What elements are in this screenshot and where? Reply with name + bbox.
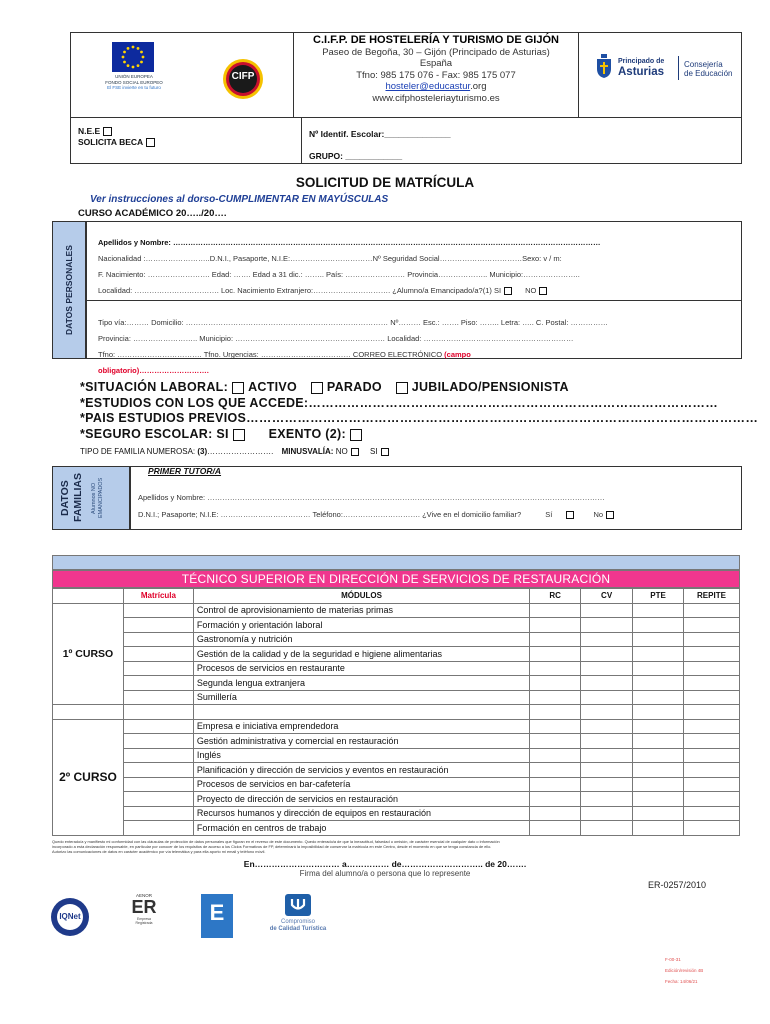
module-name: Inglés	[193, 748, 529, 763]
table-row	[53, 676, 740, 691]
educacion: de Educación	[684, 69, 733, 78]
vive-no-checkbox[interactable]	[606, 511, 614, 519]
spacer-cell	[193, 705, 529, 720]
telefono-text[interactable]: Tfno: ……………………………. Tfno. Urgencias: ……………………………… CORREO ELECTRÓNICO	[98, 350, 443, 359]
familia-numerosa-row	[80, 447, 392, 456]
table-row	[53, 806, 740, 821]
spacer-cell	[683, 705, 739, 720]
legal-line: Quedo enterado/a y manifiesto mi conformidad con las cláusulas de protección de datos personales que figuran en el reverso de este documento. Quedo enterado/a de que la inexactitud, falsedad u omisión, de carácter esencial de cualquier dato o información	[52, 839, 500, 844]
repite-cell[interactable]	[683, 661, 739, 676]
eu-caption-line: El FSE invierte en tu futuro	[107, 85, 161, 90]
matricula-cell[interactable]	[123, 719, 193, 734]
module-name: Empresa e iniciativa emprendedora	[193, 719, 529, 734]
spacer-cell	[530, 705, 581, 720]
rc-cell[interactable]	[530, 690, 581, 705]
minusvalia-no-label: NO	[335, 447, 348, 456]
tutor-apellidos-field[interactable]: Apellidos y Nombre: ……………………………………………………………………………………………………………………………………………	[138, 493, 605, 502]
table-row	[53, 690, 740, 705]
situacion-row	[80, 380, 569, 394]
asturias-divider	[678, 56, 679, 80]
familia-numerosa-label: TIPO DE FAMILIA NUMEROSA:	[80, 447, 196, 456]
repite-cell[interactable]	[683, 719, 739, 734]
compromiso-logo-icon	[285, 894, 311, 916]
emancipado-si-checkbox[interactable]	[504, 287, 512, 295]
rc-cell[interactable]	[530, 806, 581, 821]
spacer-cell	[53, 705, 124, 720]
cv-cell[interactable]	[581, 647, 633, 662]
personal-side-bar	[52, 221, 86, 359]
er-code: ER-0257/2010	[648, 880, 707, 890]
minusvalia-label: MINUSVALÍA:	[281, 447, 334, 456]
matricula-cell[interactable]	[123, 734, 193, 749]
pte-cell[interactable]	[633, 690, 684, 705]
pte-cell[interactable]	[633, 734, 684, 749]
repite-cell[interactable]	[683, 618, 739, 633]
provincia-row[interactable]: Provincia: …………………….. Municipio: …………………………………………………… Localidad: ……………………………………………………	[98, 334, 574, 343]
module-name: Sumillería	[193, 690, 529, 705]
matricula-cell[interactable]	[123, 690, 193, 705]
matricula-cell[interactable]	[123, 821, 193, 836]
matricula-cell[interactable]	[123, 618, 193, 633]
school-info	[294, 35, 578, 104]
tutor-dni-field[interactable]: D.N.I.; Pasaporte; N.I.E: ……………………………… Teléfono:…………………………. ¿Vive en el domicilio familiar?	[138, 510, 522, 519]
table-row	[53, 734, 740, 749]
table-row	[53, 821, 740, 836]
repite-cell[interactable]	[683, 734, 739, 749]
cv-cell[interactable]	[581, 748, 633, 763]
jubilado-checkbox[interactable]	[396, 382, 408, 394]
instructions: Ver instrucciones al dorso-CUMPLIMENTAR EN MAYÚSCULAS	[90, 194, 389, 205]
spacer-cell	[633, 705, 684, 720]
asturias-crest-icon	[596, 54, 612, 78]
cv-header: CV	[581, 589, 633, 604]
beca-label: SOLICITA BECA	[78, 137, 144, 147]
table-row	[53, 763, 740, 778]
repite-cell[interactable]	[683, 792, 739, 807]
consejeria: Consejería	[684, 60, 723, 69]
parado-checkbox[interactable]	[311, 382, 323, 394]
pte-cell[interactable]	[633, 603, 684, 618]
stamp-line: Fecha: 14/06/21	[665, 979, 698, 984]
repite-cell[interactable]	[683, 690, 739, 705]
rc-cell[interactable]	[530, 618, 581, 633]
pte-cell[interactable]	[633, 618, 684, 633]
asturias-big: Asturias	[618, 66, 665, 78]
id-box	[70, 118, 742, 164]
cv-cell[interactable]	[581, 661, 633, 676]
module-name: Segunda lengua extranjera	[193, 676, 529, 691]
repite-cell[interactable]	[683, 603, 739, 618]
repite-cell[interactable]	[683, 806, 739, 821]
grupo-field[interactable]: GRUPO: ____________	[309, 151, 403, 161]
aenor-text: AENOR	[135, 893, 152, 898]
matricula-cell[interactable]	[123, 806, 193, 821]
beca-checkbox[interactable]	[146, 138, 155, 147]
date-line[interactable]: En………………………… a…………… de……………………….. de 20…….	[243, 859, 527, 869]
familia-side-label: DATOS FAMILIAS	[59, 473, 84, 523]
cv-cell[interactable]	[581, 603, 633, 618]
vive-si-checkbox[interactable]	[566, 511, 574, 519]
eu-caption	[96, 74, 172, 91]
document-stamp	[665, 954, 703, 987]
module-name: Control de aprovisionamiento de materias primas	[193, 603, 529, 618]
modulos-header: MÓDULOS	[193, 589, 529, 604]
form-title: SOLICITUD DE MATRÍCULA	[295, 175, 475, 190]
minusvalia-si-checkbox[interactable]	[381, 448, 389, 456]
compromiso-line: Compromiso	[280, 919, 315, 925]
rc-cell[interactable]	[530, 792, 581, 807]
module-name: Procesos de servicios en restaurante	[193, 661, 529, 676]
apellidos-field[interactable]: Apellidos y Nombre: ………………………………………………………………………………………………………………………………………………………	[98, 238, 601, 247]
table-header-row	[53, 589, 740, 604]
module-name: Gastronomía y nutrición	[193, 632, 529, 647]
spacer-cell	[123, 705, 193, 720]
rc-cell[interactable]	[530, 632, 581, 647]
obligatorio-text: obligatorio)……………………….	[98, 366, 209, 375]
cycle-blue-bar	[52, 555, 740, 570]
module-name: Gestión de la calidad y de la seguridad e higiene alimentarias	[193, 647, 529, 662]
modules-table	[52, 588, 740, 836]
cycle-title: TÉCNICO SUPERIOR EN DIRECCIÓN DE SERVICIOS DE RESTAURACIÓN	[181, 572, 611, 586]
stamp-line: F-00-31	[665, 957, 681, 962]
iqnet-text: IQNet	[59, 912, 81, 921]
cv-cell[interactable]	[581, 777, 633, 792]
rc-cell[interactable]	[530, 647, 581, 662]
header-right-divider	[578, 32, 579, 118]
e-logo-letter: E	[209, 900, 225, 925]
repite-cell[interactable]	[683, 821, 739, 836]
matricula-cell[interactable]	[123, 777, 193, 792]
table-row	[53, 647, 740, 662]
pte-header: PTE	[633, 589, 684, 604]
emancipado-no-checkbox[interactable]	[539, 287, 547, 295]
module-name: Recursos humanos y dirección de equipos en restauración	[193, 806, 529, 821]
iqnet-logo-icon	[50, 897, 90, 937]
module-name: Gestión administrativa y comercial en restauración	[193, 734, 529, 749]
vive-no-label: No	[593, 510, 604, 519]
tutor-dni-row	[138, 510, 617, 519]
cv-cell[interactable]	[581, 632, 633, 647]
table-row	[53, 603, 740, 618]
school-email-suffix: .org	[470, 81, 487, 92]
activo-label: ACTIVO	[248, 380, 298, 394]
familia-numerosa-ref: (3)	[197, 447, 208, 456]
telefono-row	[98, 350, 471, 359]
activo-checkbox[interactable]	[232, 382, 244, 394]
localidad-text[interactable]: Localidad: ……………………………. Loc. Nacimiento Extranjero:…………………………. ¿Alumno/a Emancipado/a?(1) SI	[98, 286, 502, 295]
nee-label: N.E.E	[78, 126, 101, 136]
rc-cell[interactable]	[530, 763, 581, 778]
domicilio-row[interactable]: Tipo vía:……… Domicilio: ……………………………………………………………………… Nº……… Esc.: ……. Piso: …….. Letra: ….. C. Postal: ……………	[98, 318, 609, 327]
consejeria-text	[684, 60, 732, 78]
table-spacer-row	[53, 705, 740, 720]
aenor-logo	[131, 893, 157, 937]
familia-numerosa-field[interactable]: …………………….	[207, 447, 274, 456]
rc-cell[interactable]	[530, 661, 581, 676]
compromiso-text	[268, 919, 328, 933]
cv-cell[interactable]	[581, 734, 633, 749]
rc-cell[interactable]	[530, 777, 581, 792]
asturias-logo-text	[618, 57, 664, 77]
eu-caption-line: FONDO SOCIAL EUROPEO	[105, 79, 163, 85]
curso-academico: CURSO ACADÉMICO 20…../20….	[78, 208, 227, 219]
localidad-row	[98, 286, 550, 295]
table-row	[53, 661, 740, 676]
pais-field[interactable]: *PAIS ESTUDIOS PREVIOS…………………………………………………………………………………………………………	[80, 411, 759, 425]
module-name: Formación en centros de trabajo	[193, 821, 529, 836]
cv-cell[interactable]	[581, 792, 633, 807]
pte-cell[interactable]	[633, 719, 684, 734]
firma-label: Firma del alumno/a o persona que lo represente	[299, 869, 471, 878]
rc-cell[interactable]	[530, 676, 581, 691]
matricula-cell[interactable]	[123, 676, 193, 691]
spacer-cell	[581, 705, 633, 720]
legal-line: incorporado a esta declaración responsable, en particular por conocer de los requisitos de acceso a los Ciclos Formativos de FP, determinará la imposibilidad de conservar la matrícula en este Centro, desde el momento en que se tenga constancia de ello.	[52, 844, 492, 850]
rc-cell[interactable]	[530, 603, 581, 618]
emancipado-no-label: NO	[525, 286, 537, 295]
table-row	[53, 748, 740, 763]
familia-side-sublabel: Alumnos NO EMANCIPADOS	[91, 477, 104, 519]
repite-header: REPITE	[683, 589, 739, 604]
legal-line: Autorizo las comunicaciones de datos en carácter académico por vía telemática y para ella aporto mi email y teléfono móvil.	[52, 849, 266, 855]
rc-cell[interactable]	[530, 821, 581, 836]
estudios-field[interactable]: *ESTUDIOS CON LOS QUE ACCEDE:……………………………………………………………………………………	[80, 396, 718, 410]
id-box-divider	[301, 118, 302, 164]
module-name: Procesos de servicios en bar-cafetería	[193, 777, 529, 792]
nee-checkbox[interactable]	[103, 127, 112, 136]
cv-cell[interactable]	[581, 618, 633, 633]
curso2-label: 2º CURSO	[53, 719, 124, 835]
parado-label: PARADO	[326, 380, 382, 394]
repite-cell[interactable]	[683, 647, 739, 662]
eu-caption-line: UNIÓN EUROPEA	[115, 74, 153, 79]
rc-cell[interactable]	[530, 719, 581, 734]
repite-cell[interactable]	[683, 777, 739, 792]
ident-field[interactable]: Nº Identif. Escolar:______________	[309, 129, 451, 139]
repite-cell[interactable]	[683, 748, 739, 763]
school-phone: Tfno: 985 175 076 - Fax: 985 175 077	[356, 69, 516, 81]
table-row	[53, 632, 740, 647]
exento-label: EXENTO (2):	[268, 427, 346, 441]
familia-side-bar	[52, 466, 130, 530]
eu-flag-icon	[112, 42, 154, 72]
school-email-link[interactable]: hosteler@educastur	[385, 81, 471, 92]
minusvalia-no-checkbox[interactable]	[351, 448, 359, 456]
pte-cell[interactable]	[633, 661, 684, 676]
aenor-registro-text: Empresa Registrada	[135, 917, 153, 925]
pte-cell[interactable]	[633, 806, 684, 821]
cifp-logo-icon	[222, 58, 264, 100]
matricula-cell[interactable]	[123, 647, 193, 662]
nee-row	[78, 126, 115, 136]
campo-text: (campo	[444, 350, 471, 359]
curso1-label: 1º CURSO	[53, 603, 124, 705]
repite-cell[interactable]	[683, 676, 739, 691]
rc-cell[interactable]	[530, 748, 581, 763]
vive-si-label: Sí	[545, 510, 553, 519]
e-quality-logo-icon	[201, 894, 233, 938]
pte-cell[interactable]	[633, 792, 684, 807]
pte-cell[interactable]	[633, 748, 684, 763]
school-name: C.I.F.P. DE HOSTELERÍA Y TURISMO DE GIJÓN	[313, 34, 559, 46]
pte-cell[interactable]	[633, 647, 684, 662]
matricula-cell[interactable]	[123, 603, 193, 618]
compromiso-line: de Calidad Turística	[269, 926, 327, 932]
nacionalidad-row[interactable]: Nacionalidad :……………………..D.N.I., Pasaporte, N.I.E:……………………………Nº Seguridad Social……………………………Sexo: v / m:	[98, 254, 562, 263]
table-row	[53, 792, 740, 807]
cv-cell[interactable]	[581, 806, 633, 821]
school-email-line	[294, 81, 578, 93]
cv-cell[interactable]	[581, 763, 633, 778]
matricula-cell[interactable]	[123, 661, 193, 676]
curso-header	[53, 589, 124, 604]
school-country: España	[419, 58, 453, 69]
matricula-cell[interactable]	[123, 792, 193, 807]
table-row	[53, 719, 740, 734]
cv-cell[interactable]	[581, 676, 633, 691]
repite-cell[interactable]	[683, 763, 739, 778]
cv-cell[interactable]	[581, 719, 633, 734]
seguro-row	[80, 427, 366, 441]
pte-cell[interactable]	[633, 777, 684, 792]
module-name: Formación y orientación laboral	[193, 618, 529, 633]
pte-cell[interactable]	[633, 676, 684, 691]
repite-cell[interactable]	[683, 632, 739, 647]
seguro-label: *SEGURO ESCOLAR: SI	[80, 427, 229, 441]
personal-inner-divider	[86, 300, 742, 301]
tutor-title: PRIMER TUTOR/A	[148, 466, 222, 476]
nacimiento-row[interactable]: F. Nacimiento: ……………………. Edad: ……. Edad a 31 dic.: …….. País: …………………… Provincia……………….. Municipio:…………………..	[98, 270, 580, 279]
legal-text	[52, 839, 742, 855]
situacion-label: *SITUACIÓN LABORAL:	[80, 380, 229, 394]
rc-header: RC	[530, 589, 581, 604]
rc-cell[interactable]	[530, 734, 581, 749]
cv-cell[interactable]	[581, 821, 633, 836]
matricula-cell[interactable]	[123, 632, 193, 647]
cycle-title-bar	[52, 570, 740, 588]
aenor-er-text: ER	[131, 897, 157, 917]
matricula-header: Matrícula	[123, 589, 193, 604]
school-address: Paseo de Begoña, 30 – Gijón (Principado de Asturias)	[322, 46, 550, 58]
minusvalia-si-label: SI	[369, 447, 378, 456]
module-name: Planificación y dirección de servicios y eventos en restauración	[193, 763, 529, 778]
pte-cell[interactable]	[633, 821, 684, 836]
exento-checkbox[interactable]	[350, 429, 362, 441]
jubilado-label: JUBILADO/PENSIONISTA	[411, 380, 569, 394]
stamp-line: Edición/revisión 4B	[665, 968, 704, 973]
cv-cell[interactable]	[581, 690, 633, 705]
matricula-cell[interactable]	[123, 748, 193, 763]
personal-side-label: DATOS PERSONALES	[64, 245, 74, 335]
pte-cell[interactable]	[633, 632, 684, 647]
module-name: Proyecto de dirección de servicios en restauración	[193, 792, 529, 807]
school-website: www.cifphosteleriayturismo.es	[372, 92, 500, 104]
table-row	[53, 777, 740, 792]
beca-row	[78, 137, 158, 147]
seguro-si-checkbox[interactable]	[233, 429, 245, 441]
table-row	[53, 618, 740, 633]
pte-cell[interactable]	[633, 763, 684, 778]
cifp-logo-text: CIFP	[231, 71, 255, 82]
asturias-small: Principado de	[618, 58, 665, 65]
matricula-cell[interactable]	[123, 763, 193, 778]
